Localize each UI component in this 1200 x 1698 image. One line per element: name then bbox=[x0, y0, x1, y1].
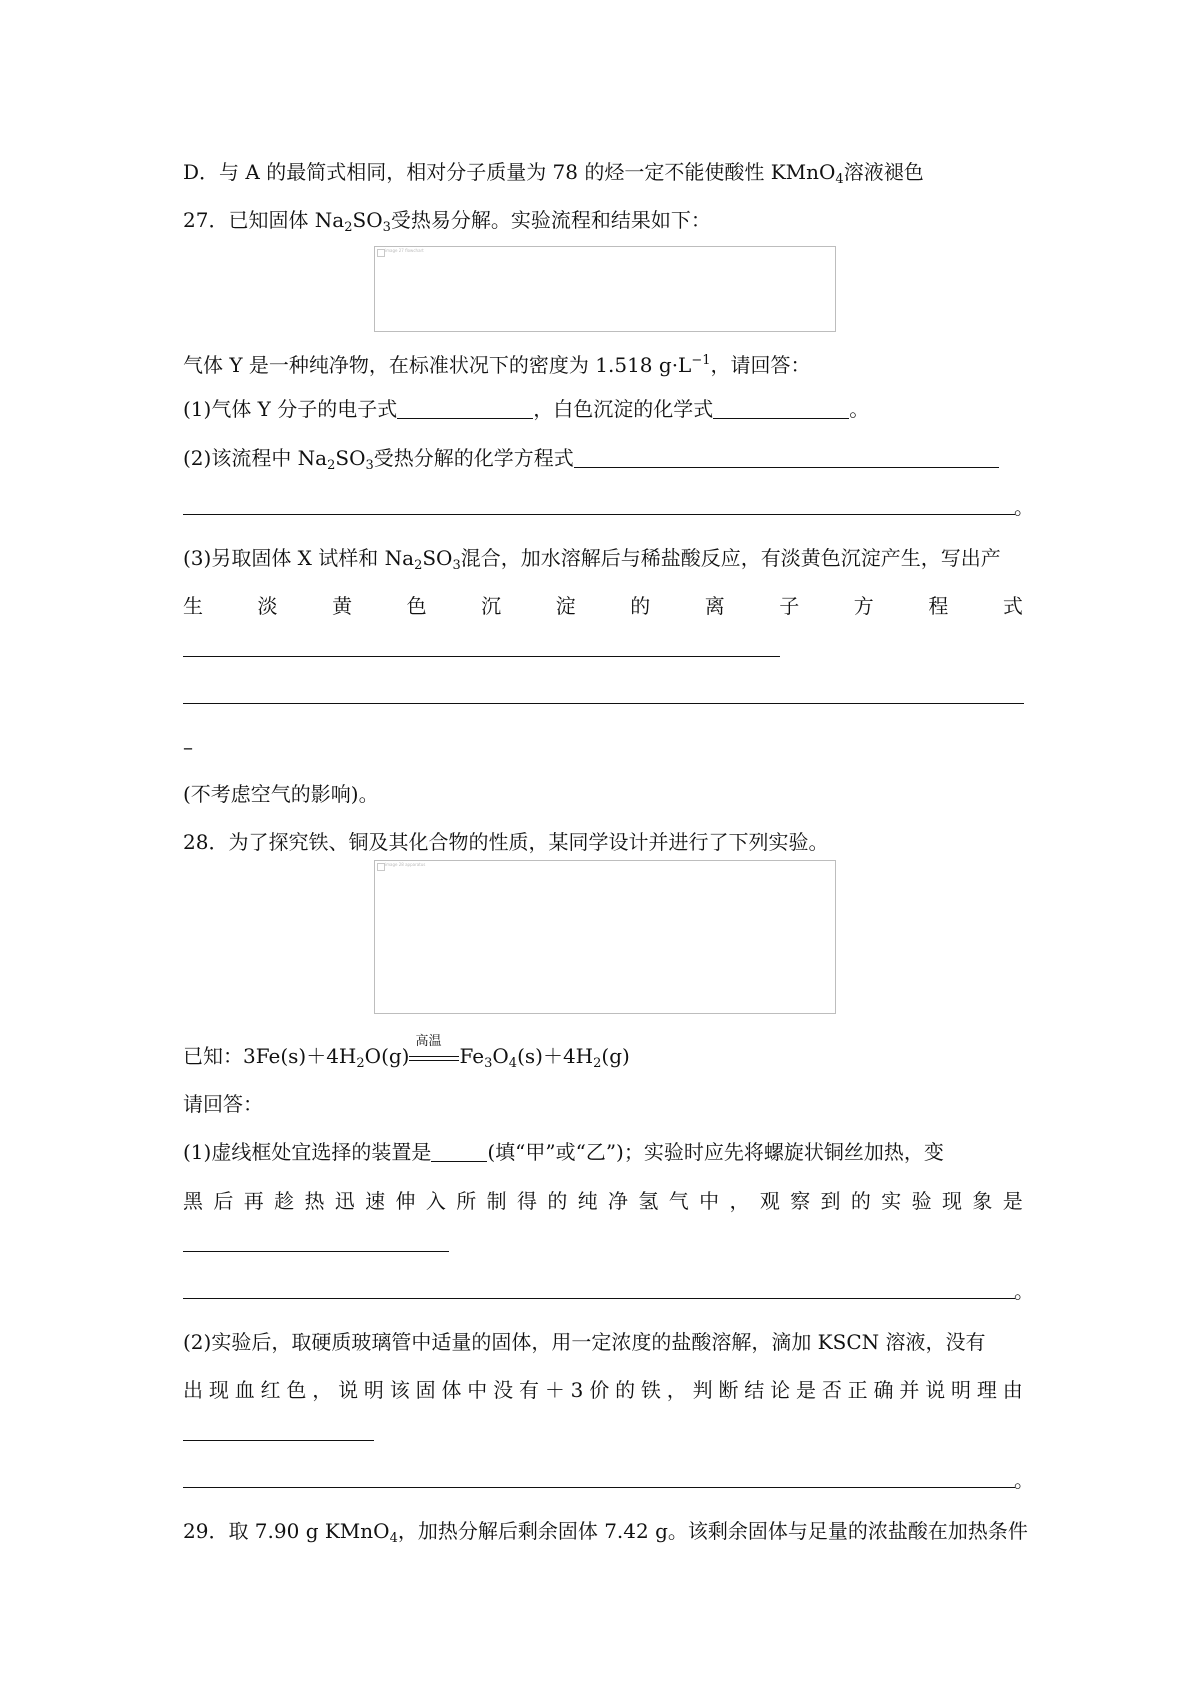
q28-stem: 28．为了探究铁、铜及其化合物的性质，某同学设计并进行了下列实验。 bbox=[183, 830, 829, 854]
spread-char: ， bbox=[666, 1378, 687, 1402]
spread-char: 热 bbox=[304, 1189, 325, 1213]
q28-part-1: (1)虚线框处宜选择的装置是 (填“甲”或“乙”)；实验时应先将螺旋状铜丝加热，变 bbox=[183, 1140, 944, 1164]
q26-option-d: D．与 A 的最简式相同，相对分子质量为 78 的烃一定不能使酸性 KMnO$_4$溶液褪色 bbox=[183, 160, 924, 187]
spread-char: 红 bbox=[260, 1378, 281, 1402]
spread-char: ， bbox=[312, 1378, 333, 1402]
spread-char: 有 bbox=[518, 1378, 539, 1402]
spread-char: 方 bbox=[853, 594, 874, 618]
q28-known-equation: 已知：$3Fe(s)+4H_2O(g)$ 高温 $Fe_3O_4(s)+4H_2(g)$ bbox=[183, 1034, 630, 1071]
q27-part-2: (2)该流程中 $Na_2SO_3$受热分解的化学方程式 bbox=[183, 445, 999, 479]
spread-char: 氢 bbox=[638, 1189, 659, 1213]
q28-part-1-period: 。 bbox=[1014, 1279, 1034, 1303]
spread-char: 说 bbox=[338, 1378, 359, 1402]
spread-char: 否 bbox=[821, 1378, 842, 1402]
spread-char: 纯 bbox=[577, 1189, 598, 1213]
q27-stem: 27．已知固体 $Na_2SO_3$受热易分解。实验流程和结果如下： bbox=[183, 208, 711, 235]
spread-char: 该 bbox=[389, 1378, 410, 1402]
spread-char: 血 bbox=[234, 1378, 255, 1402]
spread-char: 体 bbox=[441, 1378, 462, 1402]
q27-part-3: (3)另取固体 X 试样和 $Na_2SO_3$混合，加水溶解后与稀盐酸反应，有淡黄色沉淀产生，写出产 bbox=[183, 546, 1001, 573]
spread-char: 速 bbox=[365, 1189, 386, 1213]
answer-line-q27-2[interactable] bbox=[183, 514, 1015, 515]
answer-blank-decomposition-equation[interactable] bbox=[574, 449, 999, 468]
spread-char: 所 bbox=[456, 1189, 477, 1213]
spread-char: 气 bbox=[668, 1189, 689, 1213]
spread-char: 再 bbox=[243, 1189, 264, 1213]
q27-gas-y-text: 气体 Y 是一种纯净物，在标准状况下的密度为 1.518 $g\cdot L^{-1}$，请回答： bbox=[183, 353, 811, 377]
spread-char: 离 bbox=[704, 594, 725, 618]
answer-line-q28-1b[interactable] bbox=[183, 1298, 1015, 1299]
spread-char: 黄 bbox=[332, 594, 353, 618]
spread-char: 现 bbox=[941, 1189, 962, 1213]
spread-char: 理 bbox=[976, 1378, 997, 1402]
q27-part-3-continued bbox=[183, 593, 1023, 619]
spread-char: 出 bbox=[183, 1378, 203, 1402]
spread-char: 验 bbox=[911, 1189, 932, 1213]
spread-char: ＋ bbox=[544, 1378, 565, 1402]
spread-char: 铁 bbox=[640, 1378, 661, 1402]
spread-char: 确 bbox=[873, 1378, 894, 1402]
spread-char: 现 bbox=[208, 1378, 229, 1402]
spread-char: 3 bbox=[570, 1378, 584, 1402]
q27-flowchart-image: image 27 flowchart bbox=[374, 246, 836, 332]
answer-blank-white-precipitate[interactable] bbox=[713, 400, 849, 419]
spread-char: 观 bbox=[759, 1189, 780, 1213]
spread-char: 的 bbox=[547, 1189, 568, 1213]
broken-image-icon bbox=[377, 249, 385, 257]
answer-line-q28-1a[interactable] bbox=[183, 1251, 449, 1252]
spread-char: 并 bbox=[899, 1378, 920, 1402]
answer-blank-electron-formula[interactable] bbox=[397, 400, 533, 419]
q27-note: (不考虑空气的影响)。 bbox=[183, 782, 379, 806]
spread-char: 制 bbox=[486, 1189, 507, 1213]
spread-char: 察 bbox=[790, 1189, 811, 1213]
reaction-equals-sign: 高温 bbox=[409, 1043, 459, 1069]
spread-char: 结 bbox=[744, 1378, 765, 1402]
spread-char: 固 bbox=[415, 1378, 436, 1402]
spread-char: 是 bbox=[1002, 1189, 1023, 1213]
answer-line-q27-3b[interactable] bbox=[183, 703, 1024, 704]
spread-char: 生 bbox=[183, 594, 203, 618]
answer-line-q28-2b[interactable] bbox=[183, 1487, 1015, 1488]
spread-char: 是 bbox=[795, 1378, 816, 1402]
spread-char: 由 bbox=[1002, 1378, 1023, 1402]
spread-char: 伸 bbox=[395, 1189, 416, 1213]
spread-char: 淀 bbox=[555, 594, 576, 618]
spread-char: 论 bbox=[770, 1378, 791, 1402]
q29-stem: 29．取 7.90 g KMnO$_4$，加热分解后剩余固体 7.42 g。该剩余固体与足量的浓盐酸在加热条件 bbox=[183, 1519, 1028, 1546]
q28-part-1-continued bbox=[183, 1188, 1023, 1214]
spread-char: 色 bbox=[286, 1378, 307, 1402]
spread-char: 象 bbox=[972, 1189, 993, 1213]
spread-char: 得 bbox=[516, 1189, 537, 1213]
spread-char: 的 bbox=[630, 594, 651, 618]
spread-char: 明 bbox=[951, 1378, 972, 1402]
q27-part-2-period: 。 bbox=[1014, 495, 1034, 519]
spread-char: 沉 bbox=[481, 594, 502, 618]
spread-char: 价 bbox=[589, 1378, 610, 1402]
spread-char: 正 bbox=[847, 1378, 868, 1402]
spread-char: 子 bbox=[779, 594, 800, 618]
spread-char: 没 bbox=[493, 1378, 514, 1402]
spread-char: 中 bbox=[699, 1189, 720, 1213]
answer-line-q27-3a[interactable] bbox=[183, 656, 780, 657]
spread-char: ， bbox=[729, 1189, 750, 1213]
q28-part-2-period: 。 bbox=[1014, 1468, 1034, 1492]
spread-char: 式 bbox=[1002, 594, 1023, 618]
q28-apparatus-image: image 28 apparatus bbox=[374, 860, 836, 1014]
spread-char: 说 bbox=[925, 1378, 946, 1402]
spread-char: 入 bbox=[425, 1189, 446, 1213]
answer-line-q28-2a[interactable] bbox=[183, 1440, 374, 1441]
spread-char: 中 bbox=[467, 1378, 488, 1402]
spread-char: 到 bbox=[820, 1189, 841, 1213]
spread-char: 淡 bbox=[257, 594, 278, 618]
trailing-dash: – bbox=[183, 735, 193, 759]
spread-char: 趁 bbox=[274, 1189, 295, 1213]
spread-char: 色 bbox=[406, 594, 427, 618]
spread-char: 迅 bbox=[334, 1189, 355, 1213]
spread-char: 黑 bbox=[183, 1189, 203, 1213]
broken-image-icon bbox=[377, 863, 385, 871]
spread-char: 净 bbox=[608, 1189, 629, 1213]
spread-char: 的 bbox=[615, 1378, 636, 1402]
spread-char: 后 bbox=[213, 1189, 234, 1213]
q28-part-2-continued bbox=[183, 1377, 1023, 1403]
answer-blank-device-choice[interactable] bbox=[431, 1143, 487, 1162]
spread-char: 判 bbox=[692, 1378, 713, 1402]
q28-part-2: (2)实验后，取硬质玻璃管中适量的固体，用一定浓度的盐酸溶解，滴加 KSCN 溶液，没有 bbox=[183, 1330, 986, 1354]
spread-char: 明 bbox=[363, 1378, 384, 1402]
spread-char: 断 bbox=[718, 1378, 739, 1402]
spread-char: 的 bbox=[850, 1189, 871, 1213]
q28-prompt: 请回答： bbox=[183, 1092, 263, 1116]
spread-char: 实 bbox=[881, 1189, 902, 1213]
q27-part-1: (1)气体 Y 分子的电子式 ，白色沉淀的化学式 。 bbox=[183, 397, 870, 421]
spread-char: 程 bbox=[928, 594, 949, 618]
